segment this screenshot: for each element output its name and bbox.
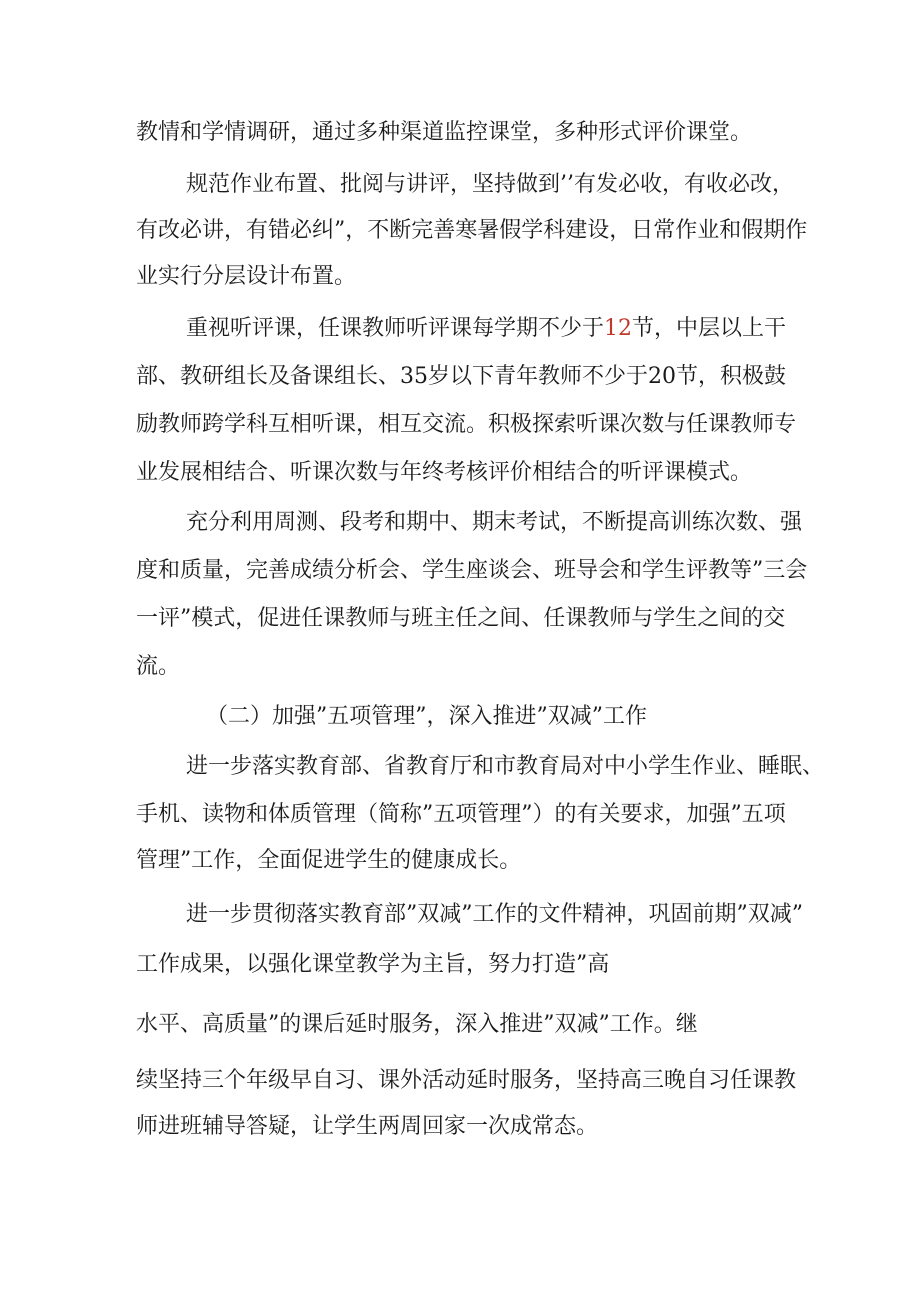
text-line: 业实行分层设计布置。	[136, 264, 357, 289]
text-line: 有改必讲，有错必纠”，不断完善寒暑假学科建设，日常作业和假期作	[136, 218, 808, 243]
text-segment: 重视听评课，任课教师听评课每学期不少于	[186, 316, 605, 341]
text-line: 工作成果，以强化课堂教学为主旨，努力打造”高	[136, 952, 610, 977]
text-line: 充分利用周测、段考和期中、期末考试，不断提高训练次数、强	[186, 510, 803, 535]
text-line: 流。	[136, 654, 181, 679]
section-heading: （二）加强”五项管理”，深入推进”双减”工作	[206, 704, 647, 729]
text-line	[186, 314, 786, 344]
highlighted-number: 12	[604, 316, 633, 341]
text-line: 规范作业布置、批阅与讲评，坚持做到’’有发必收，有收必改，	[186, 172, 794, 197]
text-line: 手机、读物和体质管理（简称”五项管理”）的有关要求，加强”五项	[136, 802, 786, 827]
text-line: 教情和学情调研，通过多种渠道监控课堂，多种形式评价课堂。	[136, 120, 753, 145]
text-line: 励教师跨学科互相听课，相互交流。积极探索听课次数与任课教师专	[136, 412, 797, 437]
text-line: 续坚持三个年级早自习、课外活动延时服务，坚持高三晚自习任课教	[136, 1068, 797, 1093]
text-line: 管理”工作，全面促进学生的健康成长。	[136, 848, 522, 873]
text-line: 水平、高质量”的课后延时服务，深入推进”双减”工作。继	[136, 1012, 698, 1037]
text-line: 进一步落实教育部、省教育厅和市教育局对中小学生作业、睡眠、	[186, 754, 825, 779]
text-line: 一评”模式，促进任课教师与班主任之间、任课教师与学生之间的交	[136, 606, 786, 631]
text-line: 业发展相结合、听课次数与年终考核评价相结合的听评课模式。	[136, 460, 753, 485]
text-line: 度和质量，完善成绩分析会、学生座谈会、班导会和学生评教等”三会	[136, 558, 808, 583]
text-line: 进一步贯彻落实教育部”双减”工作的文件精神，巩固前期”双减”	[186, 902, 803, 927]
text-line: 师进班辅导答疑，让学生两周回家一次成常态。	[136, 1114, 599, 1139]
text-line: 部、教研组长及备课组长、35岁以下青年教师不少于20节，积极鼓	[136, 364, 786, 389]
text-segment: 节，中层以上干	[632, 316, 787, 341]
